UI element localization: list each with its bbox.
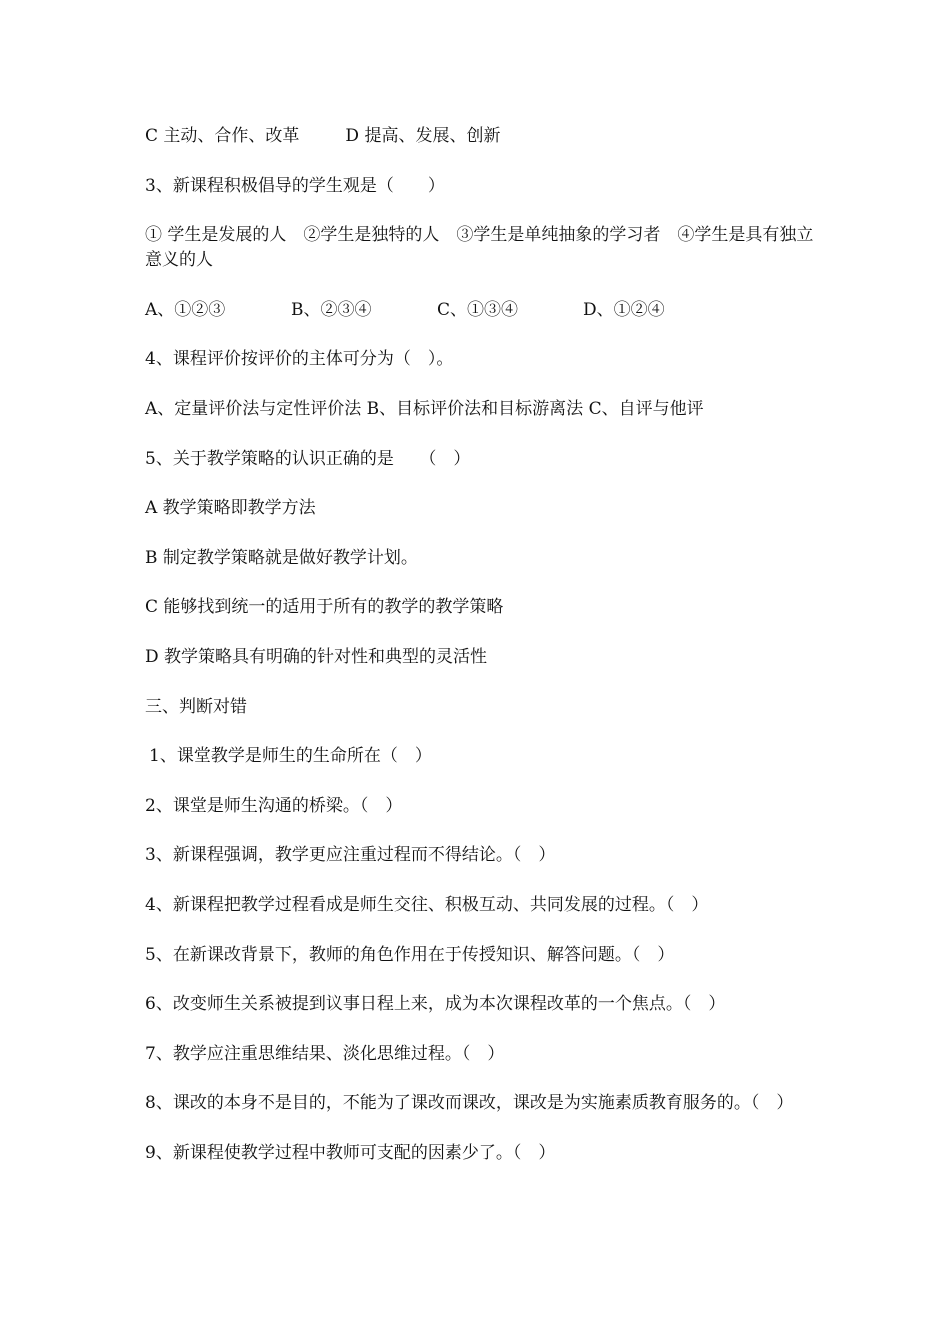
option-b: B、②③④: [291, 299, 372, 320]
question-5: 5、关于教学策略的认识正确的是 （ ）: [145, 448, 471, 469]
judgement-5: 5、在新课改背景下，教师的角色作用在于传授知识、解答问题。（ ）: [145, 944, 675, 965]
judgement-7: 7、教学应注重思维结果、淡化思维过程。（ ）: [145, 1043, 505, 1064]
question-4-options: A、定量评价法与定性评价法 B、目标评价法和目标游离法 C、自评与他评: [145, 398, 704, 419]
question-4: 4、课程评价按评价的主体可分为（ ）。: [145, 349, 454, 370]
question-5-option-c: C 能够找到统一的适用于所有的教学的教学策略: [145, 597, 504, 618]
question-5-option-b: B 制定教学策略就是做好教学计划。: [145, 547, 418, 568]
option-c: C 主动、合作、改革: [145, 126, 300, 146]
option-d: D、①②④: [583, 299, 665, 320]
question-3-options: [145, 298, 825, 323]
judgement-6: 6、改变师生关系被提到议事日程上来，成为本次课程改革的一个焦点。（ ）: [145, 994, 726, 1015]
question-3: 3、新课程积极倡导的学生观是（ ）: [145, 175, 445, 196]
option-c: C、①③④: [437, 299, 519, 320]
option-a: A、①②③: [145, 299, 226, 320]
judgement-8: 8、课改的本身不是目的，不能为了课改而课改，课改是为实施素质教育服务的。（ ）: [145, 1093, 794, 1114]
question-3-statements: ① 学生是发展的人 ②学生是独特的人 ③学生是单纯抽象的学习者 ④学生是具有独立意义的人: [145, 225, 814, 271]
section-heading: 三、判断对错: [145, 696, 247, 717]
judgement-1: 1、课堂教学是师生的生命所在（ ）: [149, 746, 432, 767]
judgement-9: 9、新课程使教学过程中教师可支配的因素少了。（ ）: [145, 1142, 556, 1163]
question-5-option-d: D 教学策略具有明确的针对性和典型的灵活性: [145, 646, 488, 667]
judgement-4: 4、新课程把教学过程看成是师生交往、积极互动、共同发展的过程。（ ）: [145, 894, 709, 915]
option-d: D 提高、发展、创新: [345, 126, 501, 146]
judgement-2: 2、课堂是师生沟通的桥梁。（ ）: [145, 795, 403, 816]
judgement-3: 3、新课程强调，教学更应注重过程而不得结论。（ ）: [145, 845, 556, 866]
q2-options-cd: [145, 124, 825, 149]
question-5-option-a: A 教学策略即教学方法: [145, 498, 316, 519]
document-body: [145, 124, 825, 1190]
